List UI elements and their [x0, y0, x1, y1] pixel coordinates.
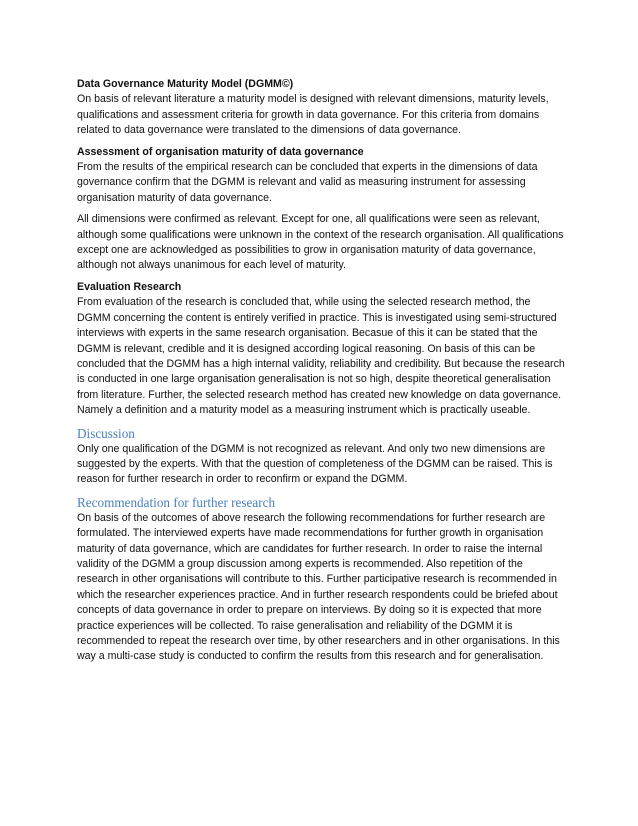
assessment-heading: Assessment of organisation maturity of data governance: [77, 145, 364, 158]
discussion-heading: Discussion: [77, 425, 135, 441]
discussion-paragraph: Only one qualification of the DGMM is not recognized as relevant. And only two new dimensions are suggested by the experts. With that the question of completeness of the DGMM can be raised. This is reason for further research in order to reconfirm or expand the DGMM.: [77, 442, 553, 486]
assessment-paragraph-1: From the results of the empirical research can be concluded that experts in the dimensions of data governance confirm that the DGMM is relevant and valid as measuring instrument for assessing organisation maturity of data governance.: [77, 161, 538, 204]
section-recommendation: [77, 494, 565, 665]
section-discussion: [77, 425, 565, 488]
assessment-paragraph-2: All dimensions were confirmed as relevant. Except for one, all qualifications were seen as relevant, although some qualifications were unknown in the context of the research organisation. All qualifications except one are acknowledged as possibilities to grow in organisation maturity of data governance, although not always unanimous for each level of maturity.: [77, 213, 564, 272]
section-evaluation: [77, 280, 565, 419]
evaluation-paragraph: From evaluation of the research is concluded that, while using the selected research method, the DGMM concerning the content is entirely verified in practice. This is investigated using semi-structured interviews with experts in the same research organisation. Becasue of this it can be stated that the DGMM is relevant, credible and it is designed according logical reasoning. On basis of this can be concluded that the DGMM has a high internal validity, reliability and credibility. But because the research is conducted in one large organisation generalisation is not so high, despite theoretical generalisation from literature. Further, the selected research method has created new knowledge on data governance. Namely a definition and a maturity model as a measuring instrument which is practically useable.: [77, 296, 565, 417]
document-page: [77, 77, 565, 671]
recommendation-heading: Recommendation for further research: [77, 494, 276, 510]
recommendation-paragraph: On basis of the outcomes of above research the following recommendations for further research are formulated. The interviewed experts have made recommendations for further growth in organisation maturity of data governance, which are candidates for further research. In order to raise the internal validity of the DGMM a group discussion among experts is recommended. Also repetition of the research in other organisations will contribute to this. Further participative research is recommended in which the researcher experiences practice. And in further research respondents could be briefed about concepts of data governance in order to prepare on interviews. By doing so it is expected that more practice experiences will be collected. To raise generalisation and reliability of the DGMM it is recommended to repeat the research over time, by other researchers and in other organisations. In this way a multi-case study is conducted to confirm the results from this research and for generalisation.: [77, 511, 560, 663]
section-assessment: [77, 145, 565, 207]
dgmm-heading: Data Governance Maturity Model (DGMM©): [77, 78, 294, 90]
section-assessment-continued: [77, 212, 565, 274]
evaluation-heading: Evaluation Research: [77, 280, 182, 293]
dgmm-paragraph: On basis of relevant literature a maturity model is designed with relevant dimensions, maturity levels, qualifications and assessment criteria for growth in data governance. For this criteria from domains related to data governance were translated to the dimensions of data governance.: [77, 93, 549, 137]
section-dgmm: [77, 77, 565, 139]
